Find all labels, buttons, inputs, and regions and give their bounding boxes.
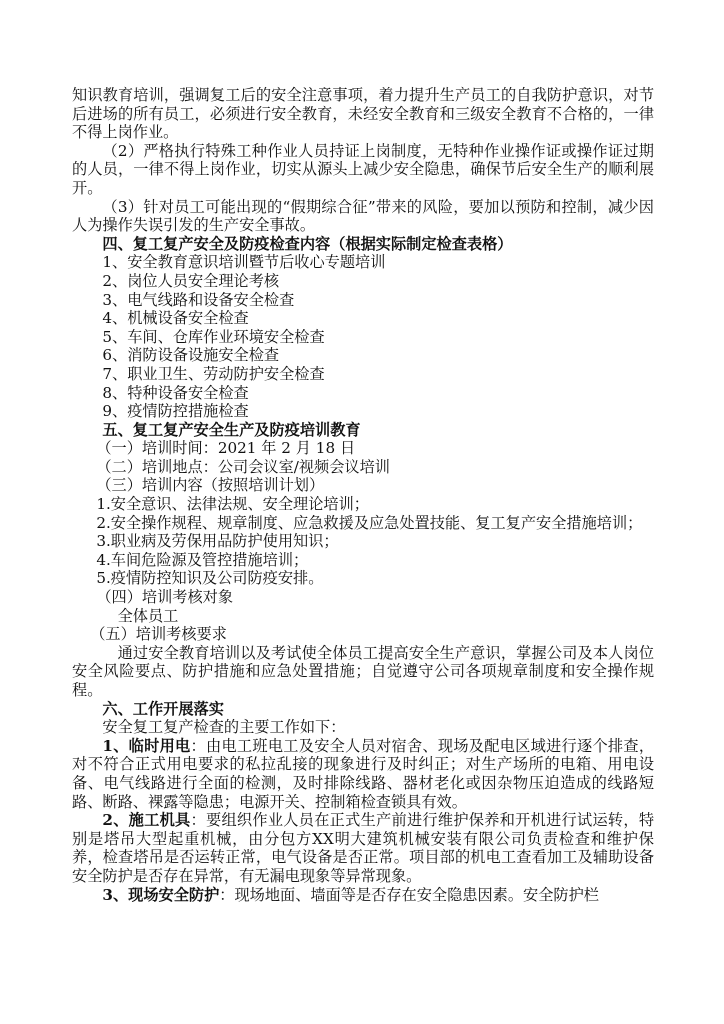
- checklist-item: 8、特种设备安全检查: [102, 383, 249, 402]
- checklist-item: 5、车间、仓库作业环境安全检查: [102, 327, 325, 346]
- training-content-item: 3.职业病及劳保用品防护使用知识；: [96, 532, 339, 551]
- training-content-item: 1.安全意识、法律法规、安全理论培训；: [96, 495, 369, 514]
- work-item-text: ：要组织作业人员在正式生产前进行维护保养和开机进行试运转，特别是塔吊大型起重机械，由分包方XX明大建筑机械安装有限公司负责检查和维护保养，检查塔吊是否运转正常，电气设备是否正常。项目部的机电工查看加工及辅助设备安全防护是否存在异常，有无漏电现象等异常现象。: [72, 811, 655, 885]
- work-item-text: ：现场地面、墙面等是否存在安全隐患因素。安全防护栏: [219, 885, 599, 904]
- work-item-label: 3、现场安全防护: [102, 885, 220, 904]
- section-heading-4: 四、复工复产安全及防疫检查内容（根据实际制定检查表格）: [102, 234, 513, 253]
- paragraph-holiday-syndrome: （3）针对员工可能出现的“假期综合征”带来的风险，要加以预防和控制，减少因人为操作失误引发的生产安全事故。: [72, 197, 654, 235]
- training-content-heading: （三）培训内容（按照培训计划）: [96, 476, 325, 495]
- section-heading-5: 五、复工复产安全生产及防疫培训教育: [102, 420, 361, 439]
- checklist-item: 4、机械设备安全检查: [102, 309, 249, 328]
- checklist-item: 7、职业卫生、劳动防护安全检查: [102, 364, 325, 383]
- work-item-text: ：由电工班电工及安全人员对宿舍、现场及配电区域进行逐个排查，对不符合正式用电要求的私拉乱接的现象进行及时纠正；对生产场所的电箱、用电设备、电气线路进行全面的检测，及时排除线路、器材老化或因杂物压迫造成的线路短路、断路、裸露等隐患；电源开关、控制箱检查锁具有效。: [72, 736, 655, 811]
- training-target: 全体员工: [117, 606, 179, 625]
- training-content-item: 5.疫情防控知识及公司防疫安排。: [96, 569, 324, 588]
- checklist-item: 3、电气线路和设备安全检查: [102, 290, 295, 309]
- work-item-label: 1、临时用电: [102, 736, 191, 755]
- checklist-item: 6、消防设备设施安全检查: [102, 346, 280, 365]
- checklist: [72, 253, 654, 420]
- training-content-item: 2.安全操作规程、规章制度、应急救援及应急处置技能、复工复产安全措施培训；: [96, 513, 643, 532]
- checklist-item: 2、岗位人员安全理论考核: [102, 271, 280, 290]
- training-time: （一）培训时间：2021 年 2 月 18 日: [96, 439, 356, 458]
- training-content-item: 4.车间危险源及管控措施培训；: [96, 550, 309, 569]
- training-target-heading: （四）培训考核对象: [96, 588, 233, 607]
- work-item-site-protection: [72, 886, 654, 905]
- paragraph-education: 知识教育培训，强调复工后的安全注意事项，着力提升生产员工的自我防护意识，对节后进场的所有员工，必须进行安全教育，未经安全教育和三级安全教育不合格的，一律不得上岗作业。: [72, 86, 654, 142]
- work-item-machinery: [72, 811, 654, 885]
- work-item-label: 2、施工机具: [102, 811, 191, 830]
- paragraph-certification: （2）严格执行特殊工种作业人员持证上岗制度，无特种作业操作证或操作证过期的人员，一律不得上岗作业，切实从源头上减少安全隐患，确保节后安全生产的顺利展开。: [72, 141, 654, 197]
- document-page: [72, 86, 654, 904]
- checklist-item: 1、安全教育意识培训暨节后收心专题培训: [102, 253, 386, 272]
- training-requirement: 通过安全教育培训以及考试使全体员工提高安全生产意识，掌握公司及本人岗位安全风险要点、防护措施和应急处置措施；自觉遵守公司各项规章制度和安全操作规程。: [72, 643, 654, 699]
- training-location: （二）培训地点：公司会议室/视频会议培训: [96, 457, 390, 476]
- checklist-item: 9、疫情防控措施检查: [102, 402, 249, 421]
- training-requirement-heading: （五）培训考核要求: [90, 625, 227, 644]
- section-heading-6: 六、工作开展落实: [102, 699, 224, 718]
- work-intro: 安全复工复产检查的主要工作如下：: [102, 718, 346, 737]
- work-item-temporary-power: [72, 737, 654, 811]
